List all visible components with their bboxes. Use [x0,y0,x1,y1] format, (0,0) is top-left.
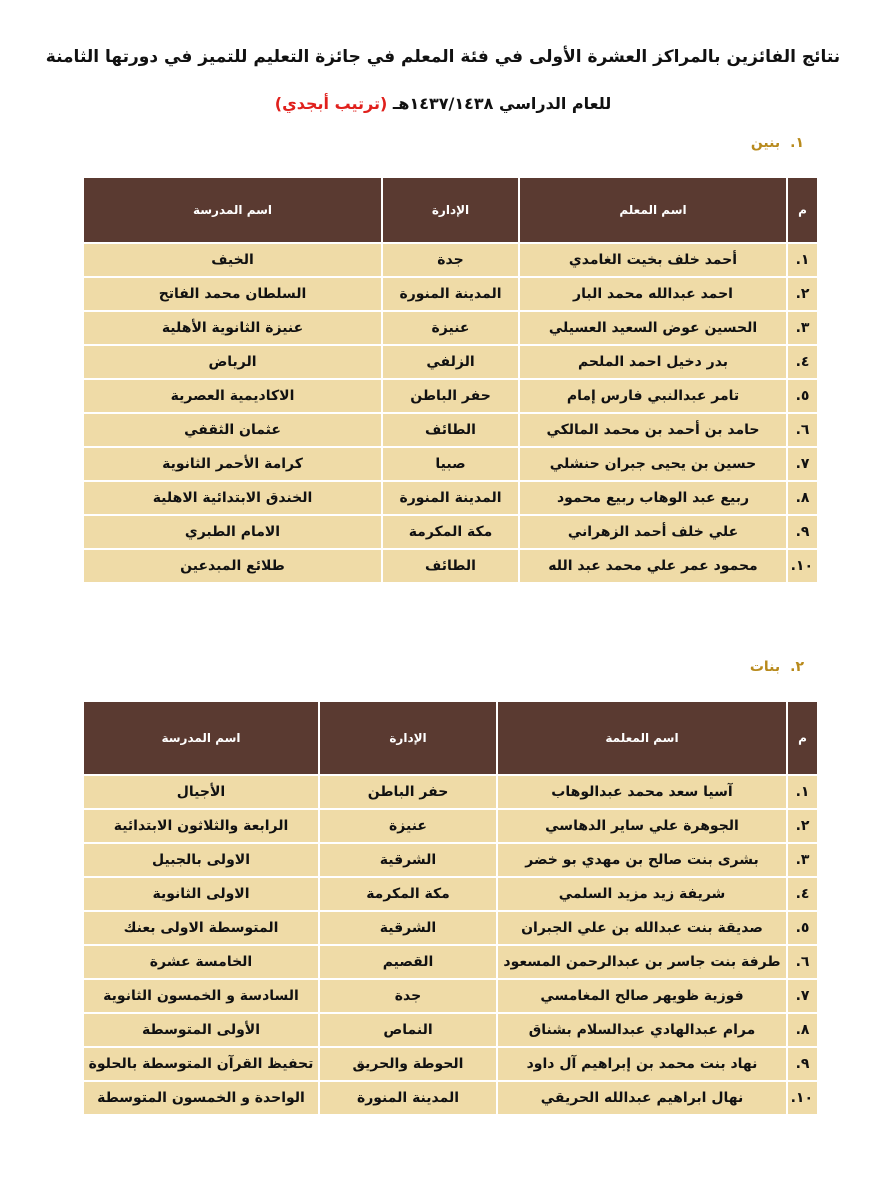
table-row [83,1081,818,1115]
table-row [83,945,818,979]
teacher-name: محمود عمر علي محمد عبد الله [519,549,787,583]
administration: صبيا [382,447,519,481]
administration: جدة [319,979,497,1013]
row-index: ٧. [787,447,818,481]
row-index: ٤. [787,345,818,379]
teacher-name: الحسين عوض السعيد العسيلي [519,311,787,345]
school-name: الرياض [83,345,382,379]
school-name: الرابعة والثلاثون الابتدائية [83,809,319,843]
table-row [83,1047,818,1081]
table-row [83,515,818,549]
row-index: ٣. [787,311,818,345]
school-name: طلائع المبدعين [83,549,382,583]
school-name: الامام الطبري [83,515,382,549]
teacher-name: نهال ابراهيم عبدالله الحريقي [497,1081,787,1115]
row-index: ٨. [787,481,818,515]
school-name: الخيف [83,243,382,277]
section-number: ١. [790,135,804,151]
boys-results-table [82,176,819,584]
table-row [83,311,818,345]
table-row [83,481,818,515]
column-header-school-name: اسم المدرسة [83,177,382,243]
column-header-teacher-name: اسم المعلم [519,177,787,243]
row-index: ٩. [787,515,818,549]
teacher-name: صديقة بنت عبدالله بن علي الجبران [497,911,787,945]
teacher-name: تامر عبدالنبي فارس إمام [519,379,787,413]
administration: النماص [319,1013,497,1047]
administration: الشرقية [319,843,497,877]
column-header-teacher-name: اسم المعلمة [497,701,787,775]
academic-year: للعام الدراسي ١٤٣٧/١٤٣٨هـ [392,94,612,113]
table-row [83,877,818,911]
row-index: ٨. [787,1013,818,1047]
administration: الشرقية [319,911,497,945]
row-index: ٥. [787,379,818,413]
row-index: ٤. [787,877,818,911]
table-row [83,843,818,877]
row-index: ٢. [787,277,818,311]
administration: الطائف [382,549,519,583]
administration: الطائف [382,413,519,447]
section-heading-girls [750,657,804,677]
school-name: الواحدة و الخمسون المتوسطة [83,1081,319,1115]
row-index: ٣. [787,843,818,877]
table-row [83,809,818,843]
row-index: ٩. [787,1047,818,1081]
table-row [83,1013,818,1047]
table-row [83,775,818,809]
girls-results-table [82,700,819,1116]
section-label: بنات [749,659,781,675]
teacher-name: مرام عبدالهادي عبدالسلام بشناق [497,1013,787,1047]
ordering-note: (ترتيب أبجدي) [274,94,388,113]
school-name: الاكاديمية العصرية [83,379,382,413]
administration: عنيزة [382,311,519,345]
table-row [83,379,818,413]
teacher-name: حامد بن أحمد بن محمد المالكي [519,413,787,447]
table-row [83,413,818,447]
table-row [83,549,818,583]
administration: المدينة المنورة [319,1081,497,1115]
school-name: الاولى الثانوية [83,877,319,911]
administration: جدة [382,243,519,277]
column-header-index: م [787,177,818,243]
row-index: ١. [787,243,818,277]
administration: مكة المكرمة [382,515,519,549]
administration: المدينة المنورة [382,481,519,515]
school-name: السلطان محمد الفاتح [83,277,382,311]
teacher-name: حسين بن يحيى جبران حنشلي [519,447,787,481]
table-row [83,243,818,277]
row-index: ٥. [787,911,818,945]
row-index: ١. [787,775,818,809]
school-name: الأولى المتوسطة [83,1013,319,1047]
administration: الحوطة والحريق [319,1047,497,1081]
school-name: تحفيظ القرآن المتوسطة بالحلوة [83,1047,319,1081]
page-title: نتائج الفائزين بالمراكز العشرة الأولى في فئة المعلم في جائزة التعليم للتميز في دورتها الثامنة [45,47,841,67]
school-name: عنيزة الثانوية الأهلية [83,311,382,345]
column-header-school-name: اسم المدرسة [83,701,319,775]
school-name: السادسة و الخمسون الثانوية [83,979,319,1013]
row-index: ٧. [787,979,818,1013]
administration: مكة المكرمة [319,877,497,911]
table-header-row [83,177,818,243]
school-name: كرامة الأحمر الثانوية [83,447,382,481]
teacher-name: شريفة زيد مزيد السلمي [497,877,787,911]
administration: حفر الباطن [382,379,519,413]
table-header-row [83,701,818,775]
row-index: ٦. [787,413,818,447]
table-row [83,447,818,481]
column-header-index: م [787,701,818,775]
teacher-name: احمد عبدالله محمد البار [519,277,787,311]
teacher-name: ربيع عبد الوهاب ربيع محمود [519,481,787,515]
row-index: ٦. [787,945,818,979]
section-label: بنين [750,135,781,151]
teacher-name: طرفة بنت جاسر بن عبدالرحمن المسعود [497,945,787,979]
teacher-name: الجوهرة علي ساير الدهاسي [497,809,787,843]
teacher-name: علي خلف أحمد الزهراني [519,515,787,549]
school-name: الأجيال [83,775,319,809]
table-row [83,345,818,379]
teacher-name: بدر دخيل احمد الملحم [519,345,787,379]
administration: عنيزة [319,809,497,843]
page-subtitle [40,92,846,116]
administration: الزلفي [382,345,519,379]
section-heading-boys [751,133,804,153]
table-row [83,979,818,1013]
administration: القصيم [319,945,497,979]
section-number: ٢. [790,659,804,675]
teacher-name: فوزية ظويهر صالح المغامسي [497,979,787,1013]
row-index: ١٠. [787,1081,818,1115]
row-index: ٢. [787,809,818,843]
school-name: عثمان الثقفي [83,413,382,447]
school-name: الاولى بالجبيل [83,843,319,877]
teacher-name: بشرى بنت صالح بن مهدي بو خضر [497,843,787,877]
teacher-name: أحمد خلف بخيت الغامدي [519,243,787,277]
table-row [83,911,818,945]
school-name: الخندق الابتدائية الاهلية [83,481,382,515]
school-name: الخامسة عشرة [83,945,319,979]
teacher-name: آسيا سعد محمد عبدالوهاب [497,775,787,809]
teacher-name: نهاد بنت محمد بن إبراهيم آل داود [497,1047,787,1081]
column-header-administration: الإدارة [319,701,497,775]
table-row [83,277,818,311]
administration: المدينة المنورة [382,277,519,311]
row-index: ١٠. [787,549,818,583]
school-name: المتوسطة الاولى بعنك [83,911,319,945]
administration: حفر الباطن [319,775,497,809]
column-header-administration: الإدارة [382,177,519,243]
